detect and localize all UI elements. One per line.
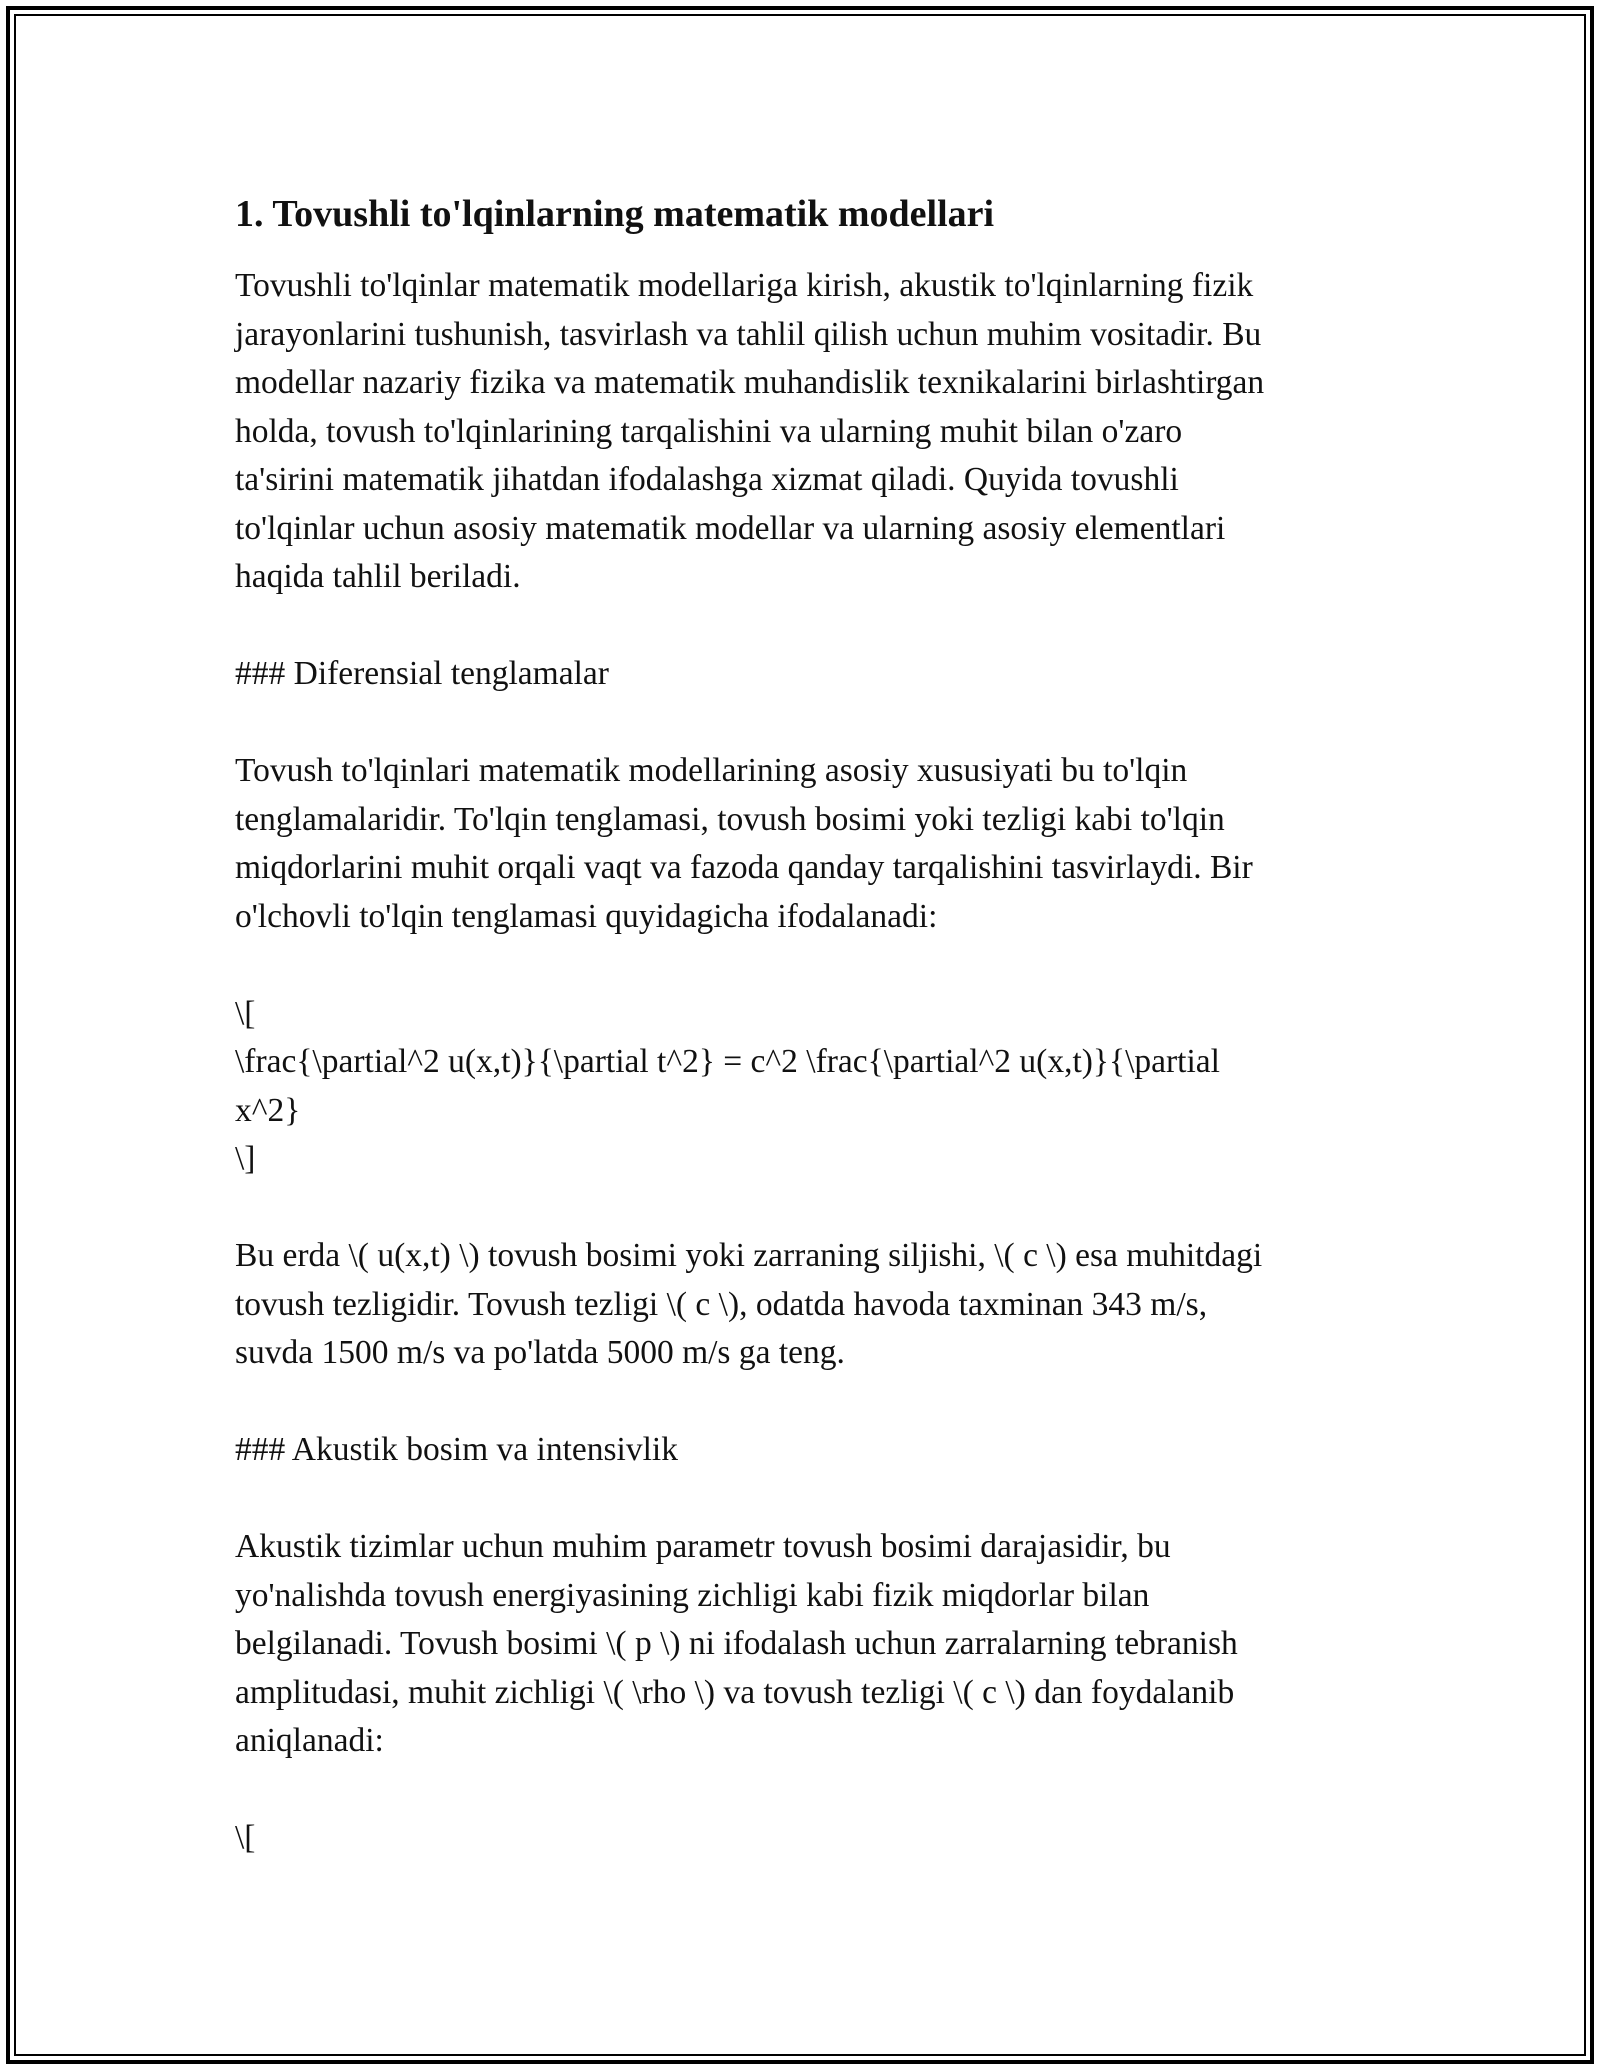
document-page bbox=[235, 186, 1370, 1911]
wave-equation-paragraph: Tovush to'lqinlari matematik modellarining asosiy xususiyati bu to'lqin tenglamalaridir. To'lqin tenglamasi, tovush bosimi yoki tezligi kabi to'lqin miqdorlarini muhit orqali vaqt va fazoda qanday tarqalishini tasvirlaydi. Bir o'lchovli to'lqin tenglamasi quyidagicha ifodalanadi: bbox=[235, 752, 1253, 935]
wave-equation-formula: \[ \frac{\partial^2 u(x,t)}{\partial t^2} = c^2 \frac{\partial^2 u(x,t)}{\partial x^2} \] bbox=[235, 994, 1220, 1177]
formula-start: \[ bbox=[235, 1819, 256, 1856]
subheading-diferensial: ### Diferensial tenglamalar bbox=[235, 655, 609, 692]
variables-paragraph: Bu erda \( u(x,t) \) tovush bosimi yoki zarraning siljishi, \( c \) esa muhitdagi tovush tezligidir. Tovush tezligi \( c \), odatda havoda taxminan 343 m/s, suvda 1500 m/s va po'latda 5000 m/s ga teng. bbox=[235, 1237, 1263, 1371]
pressure-paragraph: Akustik tizimlar uchun muhim parametr tovush bosimi darajasidir, bu yo'nalishda tovush energiyasining zichligi kabi fizik miqdorlar bilan belgilanadi. Tovush bosimi \( p \) ni ifodalash uchun zarralarning tebranish amplitudasi, muhit zichligi \( \rho \) va tovush tezligi \( c \) dan foydalanib aniqlanadi: bbox=[235, 1528, 1238, 1759]
subheading-akustik: ### Akustik bosim va intensivlik bbox=[235, 1431, 678, 1468]
intro-paragraph: Tovushli to'lqinlar matematik modellariga kirish, akustik to'lqinlarning fizik jarayonlarini tushunish, tasvirlash va tahlil qilish uchun muhim vositadir. Bu modellar nazariy fizika va matematik muhandislik texnikalarini birlashtirgan holda, tovush to'lqinlarining tarqalishini va ularning muhit bilan o'zaro ta'sirini matematik jihatdan ifodalashga xizmat qiladi. Quyida tovushli to'lqinlar uchun asosiy matematik modellar va ularning asosiy elementlari haqida tahlil beriladi. bbox=[235, 267, 1265, 595]
section-title: 1. Tovushli to'lqinlarning matematik modellari bbox=[235, 193, 995, 235]
